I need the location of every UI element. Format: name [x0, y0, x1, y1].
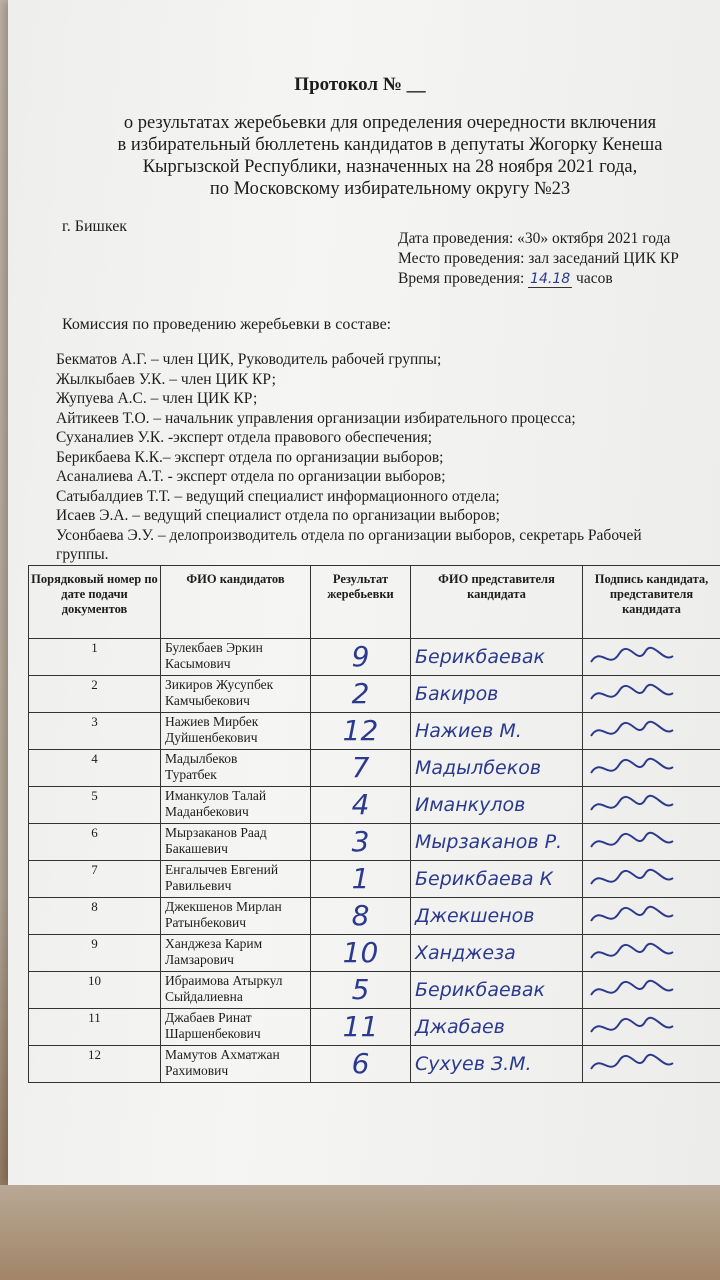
- order-number: 2: [29, 676, 161, 713]
- signature-scribble: [587, 718, 677, 744]
- representative-name: Джабаев: [411, 1009, 583, 1046]
- order-number: 12: [29, 1046, 161, 1083]
- candidate-patronymic: Шаршенбекович: [165, 1026, 261, 1041]
- member-line: Берикбаева К.К.– эксперт отдела по организации выборов;: [56, 448, 444, 466]
- candidate-surname-name: Нажиев Мирбек: [165, 714, 259, 729]
- order-number: 4: [29, 750, 161, 787]
- candidate-patronymic: Касымович: [165, 656, 231, 671]
- candidate-surname-name: Енгалычев Евгений: [165, 862, 279, 877]
- candidate-patronymic: Дуйшенбекович: [165, 730, 258, 745]
- subtitle-line: о результатах жеребьевки для определения очередности включения: [123, 113, 657, 133]
- signature-cell: [583, 1046, 720, 1083]
- representative-name: Берикбаевак: [411, 972, 583, 1009]
- draw-result: 3: [311, 824, 411, 861]
- order-number: 9: [29, 935, 161, 972]
- candidate-patronymic: Бакашевич: [165, 841, 228, 856]
- time-line: [398, 270, 613, 288]
- candidate-surname-name: Мырзаканов Раад: [165, 825, 267, 840]
- candidate-name: [161, 713, 311, 750]
- candidate-name: [161, 824, 311, 861]
- signature-scribble: [587, 1014, 677, 1040]
- candidate-patronymic: Ратынбекович: [165, 915, 247, 930]
- member-line: Суханалиев У.К. -эксперт отдела правового обеспечения;: [56, 429, 433, 446]
- signature-cell: [583, 935, 720, 972]
- candidate-surname-name: Джекшенов Мирлан: [165, 899, 282, 914]
- member-line: Сатыбалдиев Т.Т. – ведущий специалист информационного отдела;: [56, 487, 500, 505]
- draw-result: 4: [311, 787, 411, 824]
- candidate-name: [161, 787, 311, 824]
- header-order-number: Порядковый номер по дате подачи документов: [29, 566, 161, 639]
- candidate-name: [161, 1046, 311, 1083]
- candidate-surname-name: Мадылбеков: [165, 751, 238, 766]
- signature-cell: [583, 1009, 720, 1046]
- draw-result: 6: [311, 1046, 411, 1083]
- draw-result: 9: [311, 639, 411, 676]
- order-number: 8: [29, 898, 161, 935]
- place-line: Место проведения: зал заседаний ЦИК КР: [398, 250, 679, 267]
- draw-result: 1: [311, 861, 411, 898]
- member-line: Жупуева А.С. – член ЦИК КР;: [56, 390, 258, 407]
- draw-result: 5: [311, 972, 411, 1009]
- representative-name: Джекшенов: [411, 898, 583, 935]
- table-row: [29, 787, 720, 824]
- header-signature: Подпись кандидата, представителя кандидата: [583, 566, 720, 639]
- table-row: [29, 1009, 720, 1046]
- draw-result: 2: [311, 676, 411, 713]
- header-draw-result: Результат жеребьевки: [311, 566, 411, 639]
- candidate-surname-name: Ханджеза Карим: [165, 936, 263, 951]
- member-line: Айтикеев Т.О. – начальник управления организации избирательного процесса;: [56, 409, 576, 427]
- member-line: Исаев Э.А. – ведущий специалист отдела по организации выборов;: [56, 507, 500, 524]
- candidate-name: [161, 676, 311, 713]
- signature-scribble: [587, 977, 677, 1003]
- candidate-surname-name: Мамутов Ахматжан: [165, 1047, 280, 1062]
- representative-name: Мадылбеков: [411, 750, 583, 787]
- draw-result: 7: [311, 750, 411, 787]
- subtitle-line: Кыргызской Республики, назначенных на 28 ноября 2021 года,: [142, 157, 638, 177]
- candidate-patronymic: Сыйдалиевна: [165, 989, 243, 1004]
- signature-cell: [583, 787, 720, 824]
- candidate-name: [161, 639, 311, 676]
- member-line: Усонбаева Э.У. – делопроизводитель отдела по организации выборов, секретарь Рабочей: [56, 526, 642, 544]
- table-row: [29, 824, 720, 861]
- candidate-surname-name: Джабаев Ринат: [165, 1010, 252, 1025]
- signature-cell: [583, 824, 720, 861]
- signature-cell: [583, 676, 720, 713]
- header-representative-name: ФИО представителя кандидата: [411, 566, 583, 639]
- candidate-surname-name: Ибраимова Атыркул: [165, 973, 283, 988]
- table-row: [29, 713, 720, 750]
- candidate-surname-name: Иманкулов Талай: [165, 788, 267, 803]
- candidate-patronymic: Рахимович: [165, 1063, 229, 1078]
- draw-result: 11: [311, 1009, 411, 1046]
- draw-result: 8: [311, 898, 411, 935]
- representative-name: Иманкулов: [411, 787, 583, 824]
- representative-name: Мырзаканов Р.: [411, 824, 583, 861]
- candidate-patronymic: Маданбекович: [165, 804, 249, 819]
- representative-name: Нажиев М.: [411, 713, 583, 750]
- signature-scribble: [587, 755, 677, 781]
- candidate-name: [161, 972, 311, 1009]
- subtitle-line: по Московскому избирательному округу №23: [209, 179, 571, 199]
- signature-scribble: [587, 903, 677, 929]
- signature-cell: [583, 750, 720, 787]
- order-number: 1: [29, 639, 161, 676]
- candidate-name: [161, 750, 311, 787]
- signature-scribble: [587, 644, 677, 670]
- time-value: 14.18: [530, 271, 571, 287]
- header-candidate-name: ФИО кандидатов: [161, 566, 311, 639]
- order-number: 3: [29, 713, 161, 750]
- candidate-surname-name: Зикиров Жусупбек: [165, 677, 274, 692]
- order-number: 10: [29, 972, 161, 1009]
- signature-cell: [583, 713, 720, 750]
- table-row: [29, 676, 720, 713]
- time-unit: часов: [576, 270, 613, 287]
- order-number: 5: [29, 787, 161, 824]
- signature-cell: [583, 639, 720, 676]
- representative-name: Ханджеза: [411, 935, 583, 972]
- candidate-name: [161, 861, 311, 898]
- table-row: [29, 935, 720, 972]
- signature-scribble: [587, 940, 677, 966]
- commission-heading: Комиссия по проведению жеребьевки в составе:: [62, 316, 392, 333]
- signature-cell: [583, 898, 720, 935]
- candidate-name: [161, 1009, 311, 1046]
- candidate-patronymic: Камчыбекович: [165, 693, 250, 708]
- representative-name: Берикбаевак: [411, 639, 583, 676]
- signature-cell: [583, 861, 720, 898]
- signature-scribble: [587, 866, 677, 892]
- candidate-surname-name: Булекбаев Эркин: [165, 640, 263, 655]
- candidate-name: [161, 935, 311, 972]
- member-line: группы.: [56, 546, 109, 563]
- candidate-patronymic: Равильевич: [165, 878, 232, 893]
- city-label: г. Бишкек: [62, 218, 128, 235]
- date-line: Дата проведения: «30» октября 2021 года: [398, 230, 671, 247]
- protocol-title: Протокол № __: [294, 74, 426, 95]
- signature-scribble: [587, 681, 677, 707]
- candidate-name: [161, 898, 311, 935]
- table-row: [29, 861, 720, 898]
- order-number: 6: [29, 824, 161, 861]
- order-number: 11: [29, 1009, 161, 1046]
- draw-result: 12: [311, 713, 411, 750]
- draw-results-table: [28, 565, 720, 1083]
- protocol-subtitle: [50, 112, 720, 200]
- signature-cell: [583, 972, 720, 1009]
- member-line: Асаналиева А.Т. - эксперт отдела по организации выборов;: [56, 468, 446, 485]
- table-row: [29, 1046, 720, 1083]
- table-row: [29, 639, 720, 676]
- signature-scribble: [587, 792, 677, 818]
- signature-scribble: [587, 829, 677, 855]
- table-row: [29, 750, 720, 787]
- table-row: [29, 898, 720, 935]
- draw-result: 10: [311, 935, 411, 972]
- signature-scribble: [587, 1051, 677, 1077]
- candidate-patronymic: Ламзарович: [165, 952, 234, 967]
- table-row: [29, 972, 720, 1009]
- candidate-patronymic: Туратбек: [165, 767, 217, 782]
- representative-name: Сухуев З.М.: [411, 1046, 583, 1083]
- table-header-row: [29, 566, 720, 639]
- representative-name: Берикбаева К: [411, 861, 583, 898]
- time-label: Время проведения:: [398, 270, 525, 287]
- commission-members: [56, 350, 706, 565]
- member-line: Жылкыбаев У.К. – член ЦИК КР;: [56, 370, 276, 388]
- subtitle-line: в избирательный бюллетень кандидатов в депутаты Жогорку Кенеша: [117, 135, 663, 155]
- order-number: 7: [29, 861, 161, 898]
- member-line: Бекматов А.Г. – член ЦИК, Руководитель рабочей группы;: [56, 351, 442, 368]
- representative-name: Бакиров: [411, 676, 583, 713]
- table-surface: [0, 1185, 720, 1280]
